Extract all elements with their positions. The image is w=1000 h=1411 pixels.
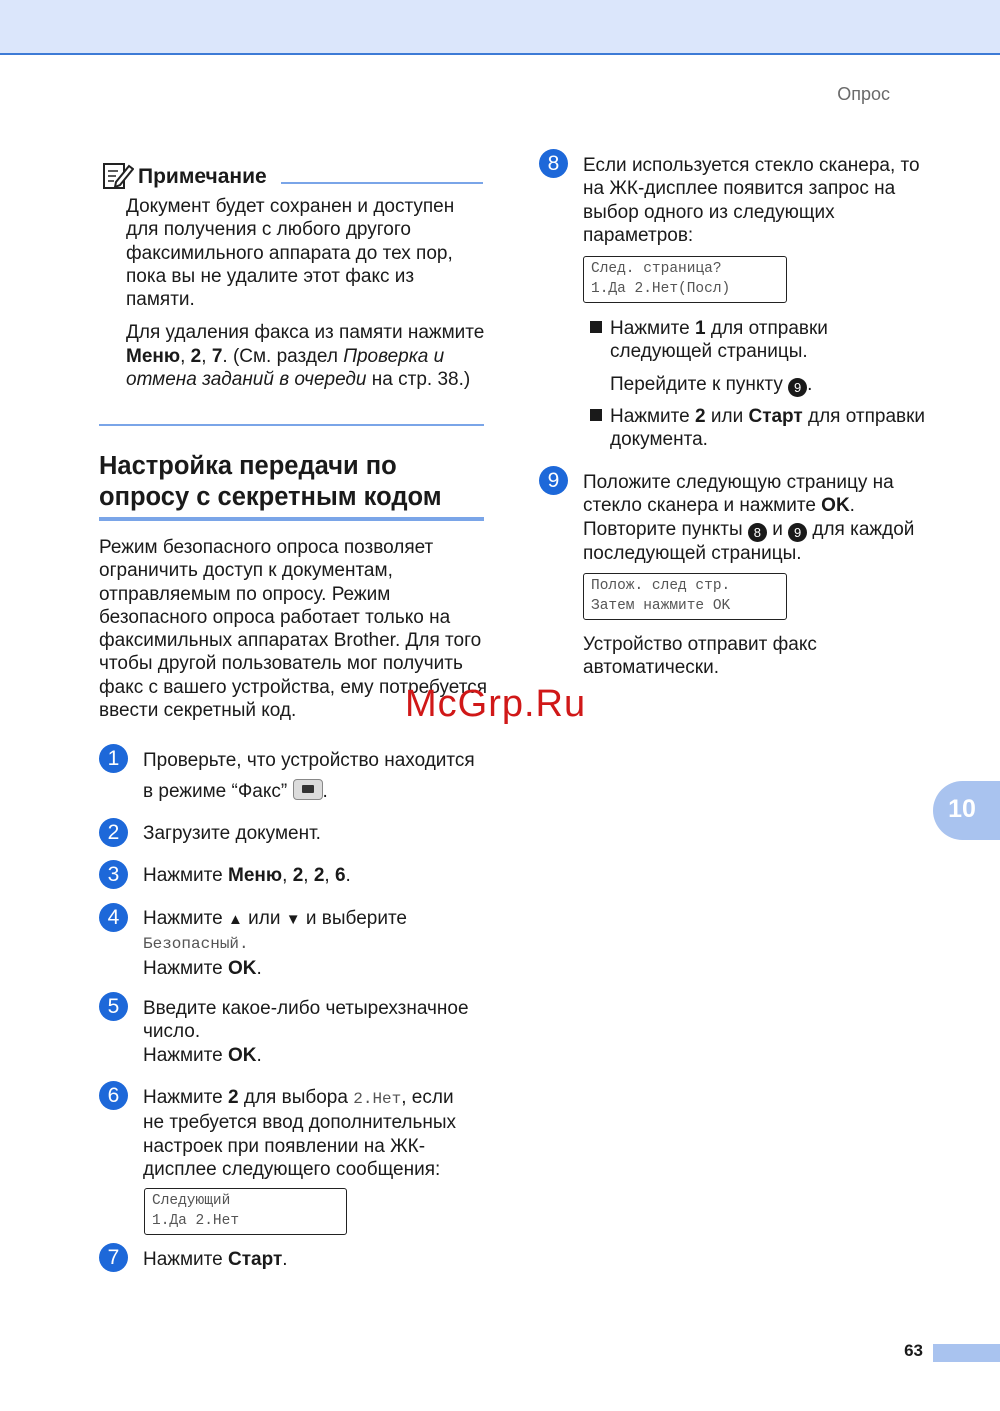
step-3-text: Нажмите Меню, 2, 2, 6. <box>143 865 351 886</box>
chapter-number: 10 <box>948 795 976 823</box>
step-6-badge: 6 <box>99 1081 128 1110</box>
fax-mode-button-icon <box>293 779 323 800</box>
bullet-square-icon <box>590 321 602 333</box>
step-8-option-2: Нажмите 2 или Старт для отправки документа. <box>590 405 935 452</box>
step-1-text: Проверьте, что устройство находится в режиме “Факс” . <box>143 750 475 803</box>
lcd-display-step-9: Полож. след стр. Затем нажмите OK <box>583 573 787 620</box>
watermark: McGrp.Ru <box>405 683 587 725</box>
step-4-badge: 4 <box>99 903 128 932</box>
step-7-text: Нажмите Старт. <box>143 1249 288 1270</box>
note-paragraph-2: Для удаления факса из памяти нажмите Меню, 2, 7. (См. раздел Проверка и отмена заданий в очереди на стр. 38.) <box>126 322 485 391</box>
step-6-text: Нажмите 2 для выбора 2.Нет, если не требуется ввод дополнительных настроек при появлении на ЖК-дисплее следующего сообщения: <box>143 1087 457 1180</box>
step-ref-badge-8: 8 <box>748 523 767 542</box>
step-2-text: Загрузите документ. <box>143 823 321 844</box>
step-9-badge: 9 <box>539 466 568 495</box>
step-ref-badge-9: 9 <box>788 523 807 542</box>
note-title: Примечание <box>138 165 267 188</box>
section-title: Настройка передачи по опросу с секретным кодом <box>99 452 442 511</box>
top-band <box>0 0 1000 55</box>
note-body <box>126 195 486 391</box>
note-paragraph-1: Документ будет сохранен и доступен для получения с любого другого факсимильного аппарата до тех пор, пока вы не удалите этот факс из памяти. <box>126 196 455 311</box>
step-8-text: Если используется стекло сканера, то на ЖК-дисплее появится запрос на выбор одного из следующих параметров: <box>583 155 920 246</box>
step-9-text: Положите следующую страницу на стекло сканера и нажмите OK. Повторите пункты 8 и 9 для каждой последующей страницы. <box>583 472 915 564</box>
page-number: 63 <box>904 1341 923 1360</box>
step-8-option-1: Нажмите 1 для отправки следующей страницы. Перейдите к пункту 9 . <box>590 317 935 397</box>
lcd-display-step-6: Следующий 1.Да 2.Нет <box>144 1188 347 1235</box>
section-rule <box>99 517 484 521</box>
down-arrow-icon: ▼ <box>285 911 301 928</box>
step-7-badge: 7 <box>99 1243 128 1272</box>
page-header-title: Опрос <box>837 84 890 104</box>
up-arrow-icon: ▲ <box>228 911 243 928</box>
section-intro: Режим безопасного опроса позволяет ограничить доступ к документам, отправляемым по опросу. Режим безопасного опроса работает только на факсимильных аппаратах Brother. Для того чтобы другой пользователь мог получить факс с вашего устройства, ему потребуется ввести секретный код. <box>99 537 487 722</box>
step-8-badge: 8 <box>539 149 568 178</box>
bullet-square-icon <box>590 409 602 421</box>
step-3-badge: 3 <box>99 860 128 889</box>
step-9-final-text: Устройство отправит факс автоматически. <box>583 634 817 679</box>
note-divider <box>281 182 483 184</box>
step-5-badge: 5 <box>99 992 128 1021</box>
note-bottom-rule <box>99 424 484 426</box>
step-ref-badge: 9 <box>788 378 807 397</box>
page-number-bar <box>933 1344 1000 1362</box>
lcd-display-step-8: След. страница? 1.Да 2.Нет(Посл) <box>583 256 787 303</box>
note-pencil-icon <box>102 160 134 190</box>
step-1-badge: 1 <box>99 744 128 773</box>
step-2-badge: 2 <box>99 818 128 847</box>
step-4-text: Нажмите ▲ или ▼ и выберите Безопасный. Нажмите OK. <box>143 908 408 979</box>
step-5-text: Введите какое-либо четырехзначное число. Нажмите OK. <box>143 998 469 1066</box>
